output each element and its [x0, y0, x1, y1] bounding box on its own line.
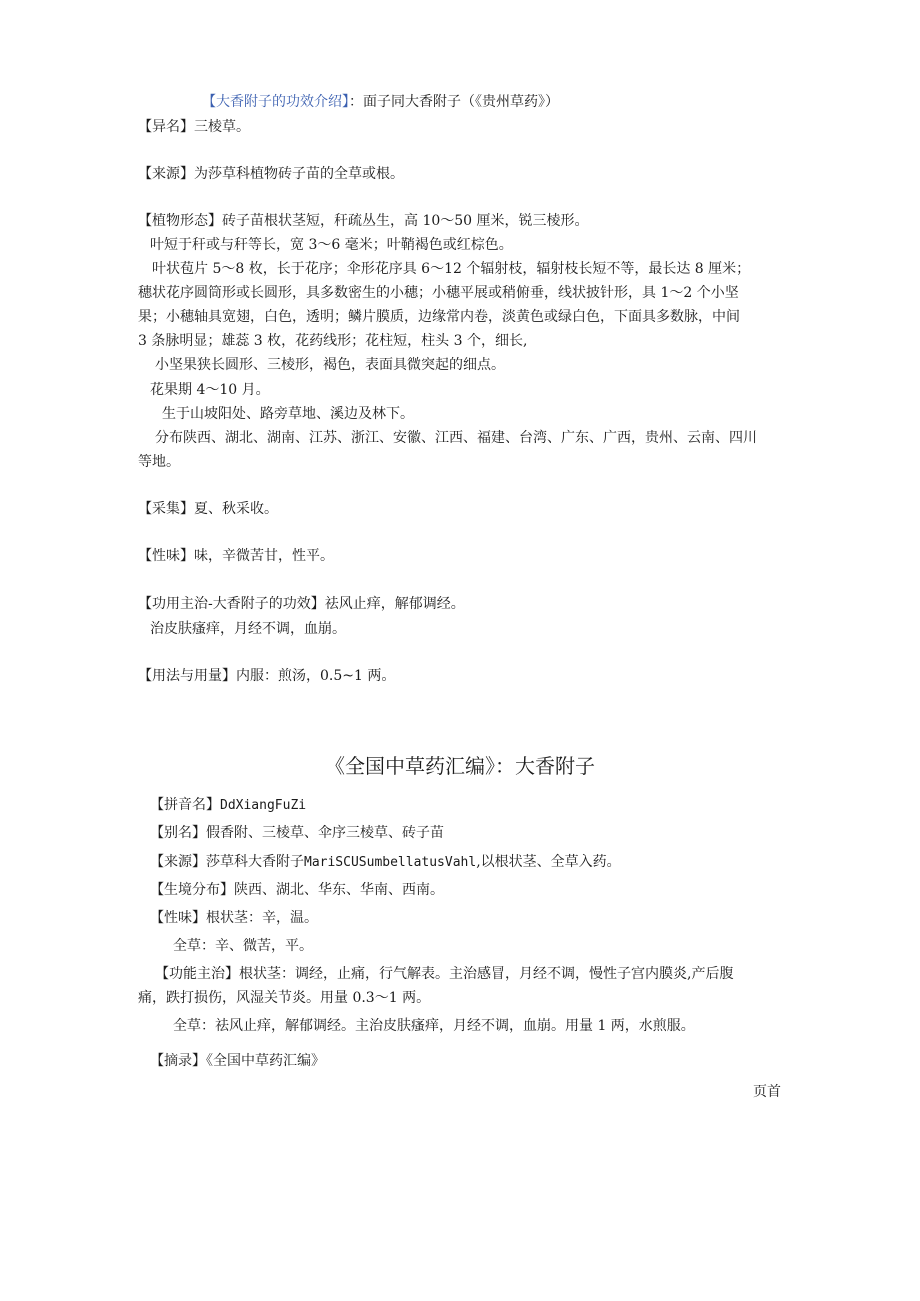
morph-line-11: 等地。	[138, 454, 180, 470]
taste-line: 【性味】味，辛微苦甘，性平。	[138, 548, 334, 564]
source2-line	[150, 852, 621, 873]
morph-line-4: 穗状花序圆筒形或长圆形，具多数密生的小穗；小穗平展或稍俯垂，线状披针形，具 1～2 个小坚	[138, 285, 739, 301]
header-line	[202, 92, 559, 112]
taste2-line-2: 全草：辛、微苦，平。	[173, 938, 313, 954]
alias2-line: 【别名】假香附、三棱草、伞序三棱草、砖子苗	[150, 825, 444, 841]
morph-line-10: 分布陕西、湖北、湖南、江苏、浙江、安徽、江西、福建、台湾、广东、广西，贵州、云南、四川	[155, 430, 757, 446]
morph-line-3: 叶状苞片 5～8 枚，长于花序；伞形花序具 6～12 个辐射枝，辐射枝长短不等，最长达 8 厘米；	[152, 261, 751, 277]
func2-line-3: 全草：祛风止痒，解郁调经。主治皮肤瘙痒，月经不调，血崩。用量 1 两，水煎服。	[173, 1018, 695, 1034]
morph-line-6: 3 条脉明显；雄蕊 3 枚，花药线形；花柱短，柱头 3 个，细长,	[138, 333, 528, 349]
section-title: 《全国中草药汇编》：大香附子	[325, 754, 595, 778]
morph-line-8: 花果期 4～10 月。	[150, 382, 270, 398]
pinyin-line	[150, 795, 306, 816]
morph-line-1: 【植物形态】砖子苗根状茎短，秆疏丛生，高 10～50 厘米，锐三棱形。	[138, 213, 589, 229]
morph-line-5: 果；小穗轴具宽翅，白色，透明；鳞片膜质，边缘常内卷，淡黄色或绿白色，下面具多数脉，中间	[138, 309, 740, 325]
func2-line-1: 【功能主治】根状茎：调经，止痛，行气解表。主治感冒，月经不调，慢性子宫内膜炎,产后腹	[155, 966, 734, 982]
collect-line: 【采集】夏、秋采收。	[138, 501, 278, 517]
taste2-line-1: 【性味】根状茎：辛，温。	[150, 910, 318, 926]
source2-label: 【来源】莎草科大香附子	[150, 854, 304, 870]
pinyin-value: DdXiangFuZi	[220, 798, 307, 813]
excerpt-line: 【摘录】《全国中草药汇编》	[150, 1053, 325, 1069]
usage-line: 【用法与用量】内服：煎汤，0.5~1 两。	[138, 668, 396, 684]
pinyin-label: 【拼音名】	[150, 797, 220, 813]
morph-line-9: 生于山坡阳处、路旁草地、溪边及林下。	[162, 406, 414, 422]
func2-line-2: 痛，跌打损伤，风湿关节炎。用量 0.3～1 两。	[138, 990, 431, 1006]
alias-line: 【异名】三棱草。	[138, 119, 250, 135]
header-rest: ：面子同大香附子（《贵州草药》）	[349, 94, 559, 110]
habitat-line: 【生境分布】陕西、湖北、华东、华南、西南。	[150, 882, 444, 898]
morph-line-2: 叶短于秆或与秆等长，宽 3～6 毫米；叶鞘褐色或红棕色。	[150, 237, 513, 253]
func-line-2: 治皮肤瘙痒，月经不调，血崩。	[150, 621, 346, 637]
func-line-1: 【功用主治-大香附子的功效】祛风止痒，解郁调经。	[138, 596, 465, 612]
morph-line-7: 小坚果狭长圆形、三棱形，褐色，表面具微突起的细点。	[155, 357, 505, 373]
source2-rest: ,以根状茎、全草入药。	[476, 854, 621, 870]
source-line: 【来源】为莎草科植物砖子苗的全草或根。	[138, 166, 404, 182]
page-top-link[interactable]: 页首	[753, 1084, 781, 1100]
efficacy-link[interactable]: 【大香附子的功效介绍】	[202, 94, 349, 110]
source2-latin: MariSCUSumbellatusVahl	[304, 855, 477, 870]
